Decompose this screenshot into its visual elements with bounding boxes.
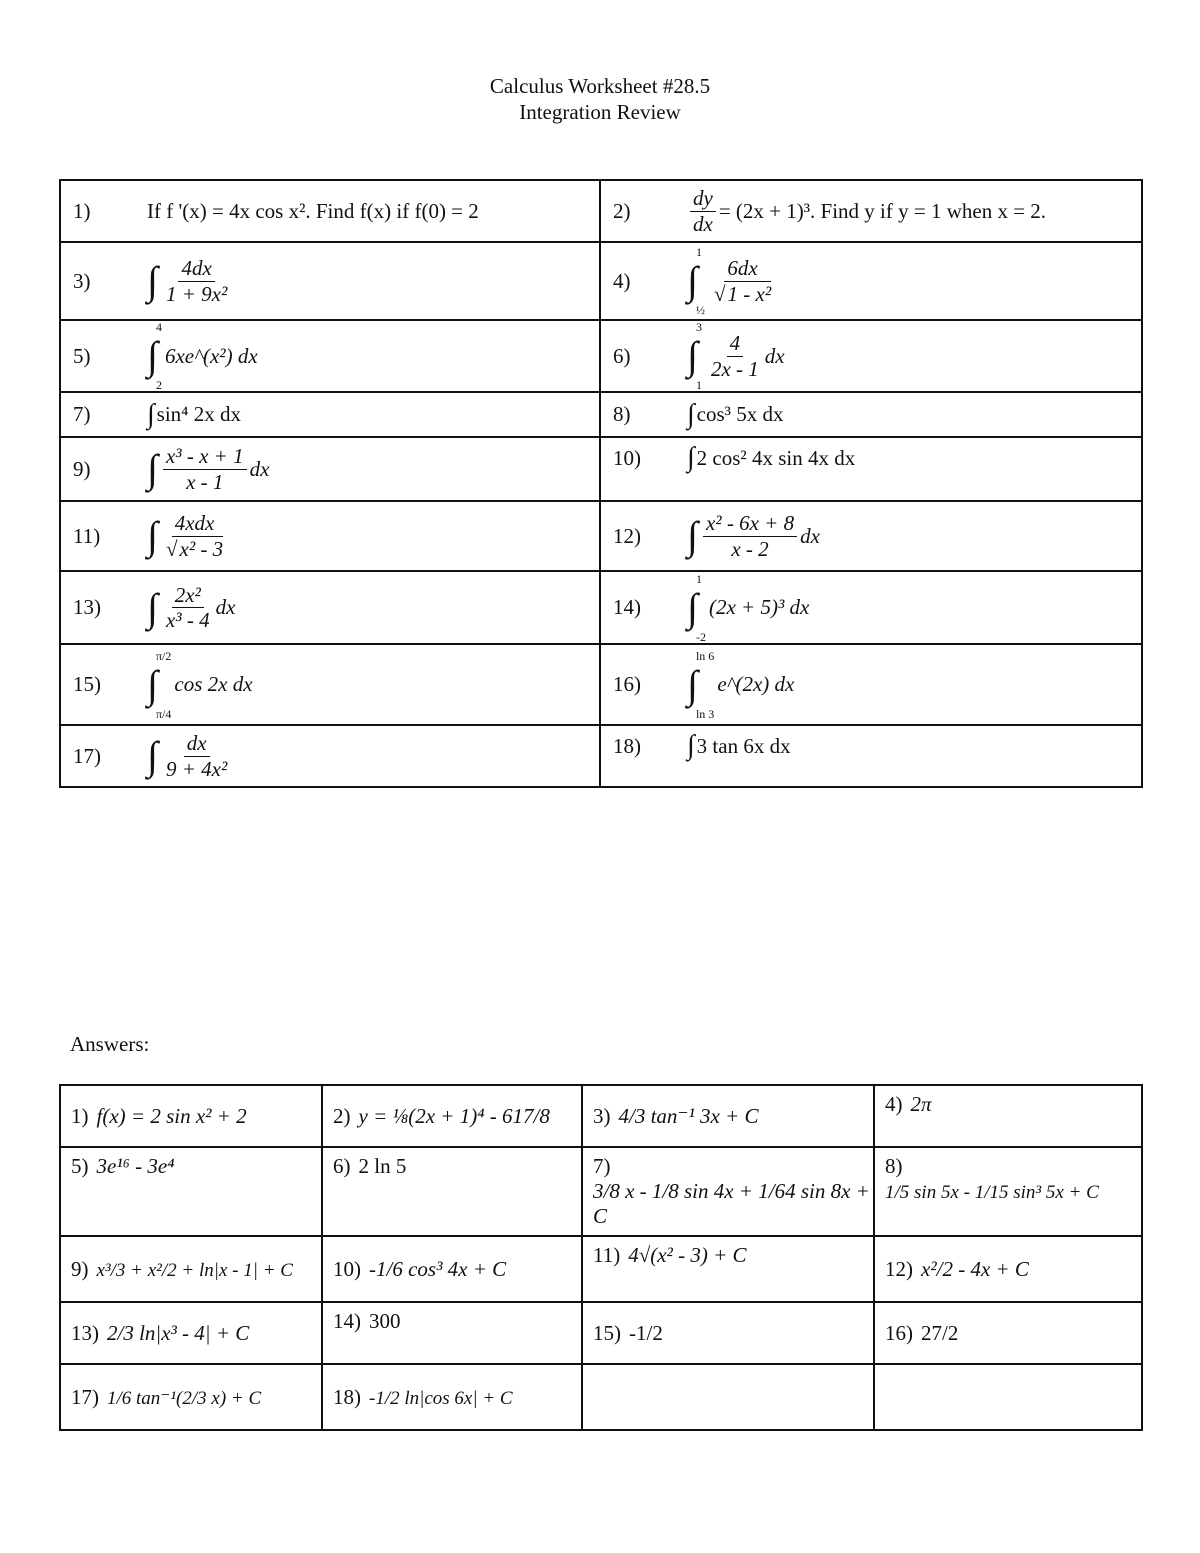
fraction: $\frac{4}{2x - 1}$ bbox=[710, 331, 759, 381]
problem-expression: = (2x + 1)³. Find y if y = 1 when x = 2. bbox=[718, 198, 1047, 223]
answer-cell: 2) y = ⅛(2x + 1)⁴ - 617/8 bbox=[322, 1085, 582, 1147]
problem-cell: 9) ∫ $\frac{\text{x³ - x + 1}}{x - 1}$ dx bbox=[60, 437, 600, 501]
answer-cell: 17) 1/6 tan⁻¹(2/3 x) + C bbox=[60, 1364, 322, 1430]
fraction: $\frac{\text{4xdx}}{\text{√x² - 3}}$ bbox=[165, 511, 224, 561]
problem-cell bbox=[60, 242, 600, 320]
fraction: $\frac{4dx}{\text{1 + 9x²}}$ bbox=[165, 256, 228, 306]
problem-number: 6) bbox=[613, 343, 631, 368]
answer-cell: 5) 3e¹⁶ - 3e⁴ bbox=[60, 1147, 322, 1236]
answer-cell: 15) -1/2 bbox=[582, 1302, 874, 1364]
problem-number: 9) bbox=[73, 456, 91, 481]
problems-table bbox=[59, 179, 1143, 788]
problem-cell bbox=[60, 180, 600, 242]
answer-cell: 12) x²/2 - 4x + C bbox=[874, 1236, 1142, 1302]
answer-cell: 14) 300 bbox=[322, 1302, 582, 1364]
integral-sign: ∫ bbox=[687, 333, 698, 378]
integral-sign: ∫ bbox=[687, 258, 698, 303]
answer-cell: 8) 1/5 sin 5x - 1/15 sin³ 5x + C bbox=[874, 1147, 1142, 1236]
fraction: $\frac{\text{2x²}}{\text{x³ - 4}}$ bbox=[165, 582, 210, 632]
answer-cell-empty bbox=[582, 1364, 874, 1430]
answer-cell-empty bbox=[874, 1364, 1142, 1430]
problem-cell: 4) ∫ 1 ½ $\frac{6dx}{\text{√1 - x²}}$ bbox=[600, 242, 1142, 320]
problem-number: 16) bbox=[613, 672, 641, 696]
worksheet-title: Calculus Worksheet #28.5 bbox=[489, 74, 711, 98]
answer-cell: 10) -1/6 cos³ 4x + C bbox=[322, 1236, 582, 1302]
problem-cell: 12) ∫ $\frac{\text{x² - 6x + 8}}{x - 2}$ dx bbox=[600, 501, 1142, 571]
problem-cell: 13) ∫ $\frac{\text{2x²}}{\text{x³ - 4}}$ dx bbox=[60, 571, 600, 644]
problem-cell: 14) ∫ 1 -2 (2x + 5)³ dx bbox=[600, 571, 1142, 644]
answer-cell: 9) x³/3 + x²/2 + ln|x - 1| + C bbox=[60, 1236, 322, 1302]
problem-cell: 18) ∫ 3 tan 6x dx bbox=[600, 725, 1142, 787]
problem-cell: 6) ∫ 3 1 $\frac{4}{2x - 1}$ dx bbox=[600, 320, 1142, 392]
answer-cell: 3) 4/3 tan⁻¹ 3x + C bbox=[582, 1085, 874, 1147]
fraction: $\frac{6dx}{\text{√1 - x²}}$ bbox=[713, 256, 772, 306]
problem-number: 8) bbox=[613, 402, 631, 426]
problem-cell: 15) ∫ π/2 π/4 cos 2x dx bbox=[60, 644, 600, 725]
problem-number: 18) bbox=[613, 733, 641, 758]
problem-cell: 7) ∫ sin⁴ 2x dx bbox=[60, 392, 600, 437]
answers-table bbox=[59, 1084, 1143, 1431]
fraction: $\frac{dy}{dx}$ bbox=[690, 186, 716, 235]
problem-number: 2) bbox=[613, 198, 631, 223]
fraction: $\frac{\text{x² - 6x + 8}}{x - 2}$ bbox=[703, 511, 797, 560]
problem-number: 3) bbox=[73, 268, 91, 293]
problem-expression: If f '(x) = 4x cos x². Find f(x) if f(0) = 2 bbox=[147, 198, 479, 223]
problem-number: 13) bbox=[73, 595, 101, 619]
problem-number: 12) bbox=[613, 523, 641, 548]
problem-cell: 16) ∫ ln 6 ln 3 e^(2x) dx bbox=[600, 644, 1142, 725]
problem-number: 17) bbox=[73, 743, 101, 768]
problem-number: 7) bbox=[73, 402, 91, 426]
answer-cell: 16) 27/2 bbox=[874, 1302, 1142, 1364]
problem-cell: 17) ∫ $\frac{dx}{\text{9 + 4x²}}$ bbox=[60, 725, 600, 787]
fraction: $\frac{dx}{\text{9 + 4x²}}$ bbox=[165, 731, 228, 781]
worksheet-subtitle: Integration Review bbox=[519, 100, 681, 124]
problem-cell: 11) ∫ $\frac{\text{4xdx}}{\text{√x² - 3}}$ bbox=[60, 501, 600, 571]
fraction: $\frac{\text{x³ - x + 1}}{x - 1}$ bbox=[163, 444, 247, 493]
answer-cell: 1) f(x) = 2 sin x² + 2 bbox=[60, 1085, 322, 1147]
problem-cell: 8) ∫ cos³ 5x dx bbox=[600, 392, 1142, 437]
integral-sign: ∫ bbox=[147, 258, 158, 303]
answer-cell: 18) -1/2 ln|cos 6x| + C bbox=[322, 1364, 582, 1430]
problem-number: 5) bbox=[73, 343, 91, 368]
answer-cell: 6) 2 ln 5 bbox=[322, 1147, 582, 1236]
answer-cell: 7) 3/8 x - 1/8 sin 4x + 1/64 sin 8x + C bbox=[582, 1147, 874, 1236]
answer-cell: 4) 2π bbox=[874, 1085, 1142, 1147]
problem-number: 1) bbox=[73, 198, 91, 223]
problem-number: 14) bbox=[613, 595, 641, 619]
problem-cell bbox=[600, 180, 1142, 242]
answer-cell: 11) 4√(x² - 3) + C bbox=[582, 1236, 874, 1302]
problem-cell: 10) ∫ 2 cos² 4x sin 4x dx bbox=[600, 437, 1142, 501]
problem-cell: 5) ∫ 4 2 6xe^(x²) dx bbox=[60, 320, 600, 392]
answer-cell: 13) 2/3 ln|x³ - 4| + C bbox=[60, 1302, 322, 1364]
problem-number: 11) bbox=[73, 523, 101, 548]
answers-label: Answers: bbox=[70, 1032, 150, 1056]
integral-sign: ∫ bbox=[147, 333, 158, 378]
problem-number: 4) bbox=[613, 268, 631, 293]
problem-number: 10) bbox=[613, 445, 641, 470]
problem-number: 15) bbox=[73, 672, 101, 696]
